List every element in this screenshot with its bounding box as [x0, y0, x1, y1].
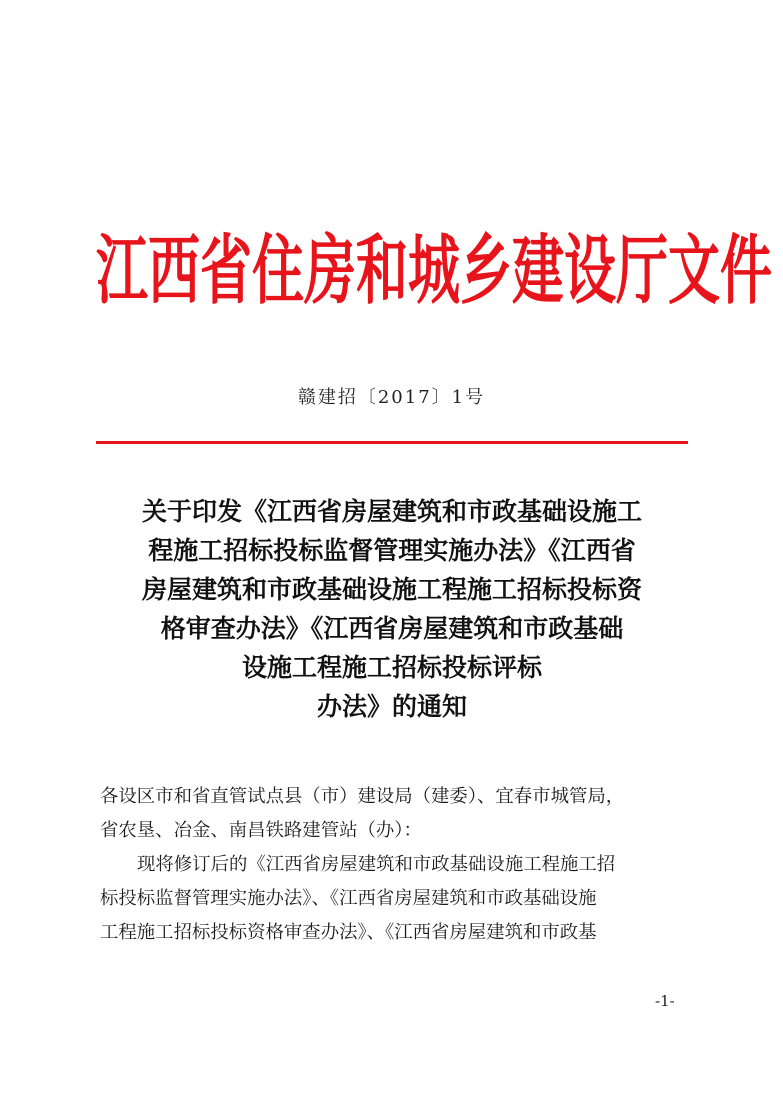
title-line: 设施工程施工招标投标评标: [241, 653, 542, 682]
document-number: 赣建招〔2017〕1号: [297, 387, 486, 408]
issuer-header: 江西省住房和城乡建设厅文件: [96, 226, 773, 316]
page-number: -1-: [655, 992, 675, 1010]
body-line: 省农垦、冶金、南昌铁路建管站（办）：: [100, 820, 422, 841]
body-line: 标投标监督管理实施办法》、《江西省房屋建筑和市政基础设施: [100, 888, 597, 909]
body-line: 工程施工招标投标资格审查办法》、《江西省房屋建筑和市政基: [100, 922, 597, 943]
title-line: 格审查办法》《江西省房屋建筑和市政基础: [160, 614, 624, 643]
body-line: 各设区市和省直管试点县（市）建设局（建委）、宜春市城管局，: [100, 786, 625, 807]
body-line: 现将修订后的《江西省房屋建筑和市政基础设施工程施工招: [137, 854, 616, 875]
title-line: 程施工招标投标监督管理实施办法》《江西省: [148, 536, 636, 565]
notice-body: [100, 780, 692, 950]
title-line: 房屋建筑和市政基础设施工程施工招标投标资: [141, 575, 642, 604]
notice-title: [96, 492, 688, 726]
title-line: 关于印发《江西省房屋建筑和市政基础设施工: [141, 497, 642, 526]
title-line: 办法》的通知: [316, 692, 467, 721]
red-divider-line: [96, 441, 688, 444]
